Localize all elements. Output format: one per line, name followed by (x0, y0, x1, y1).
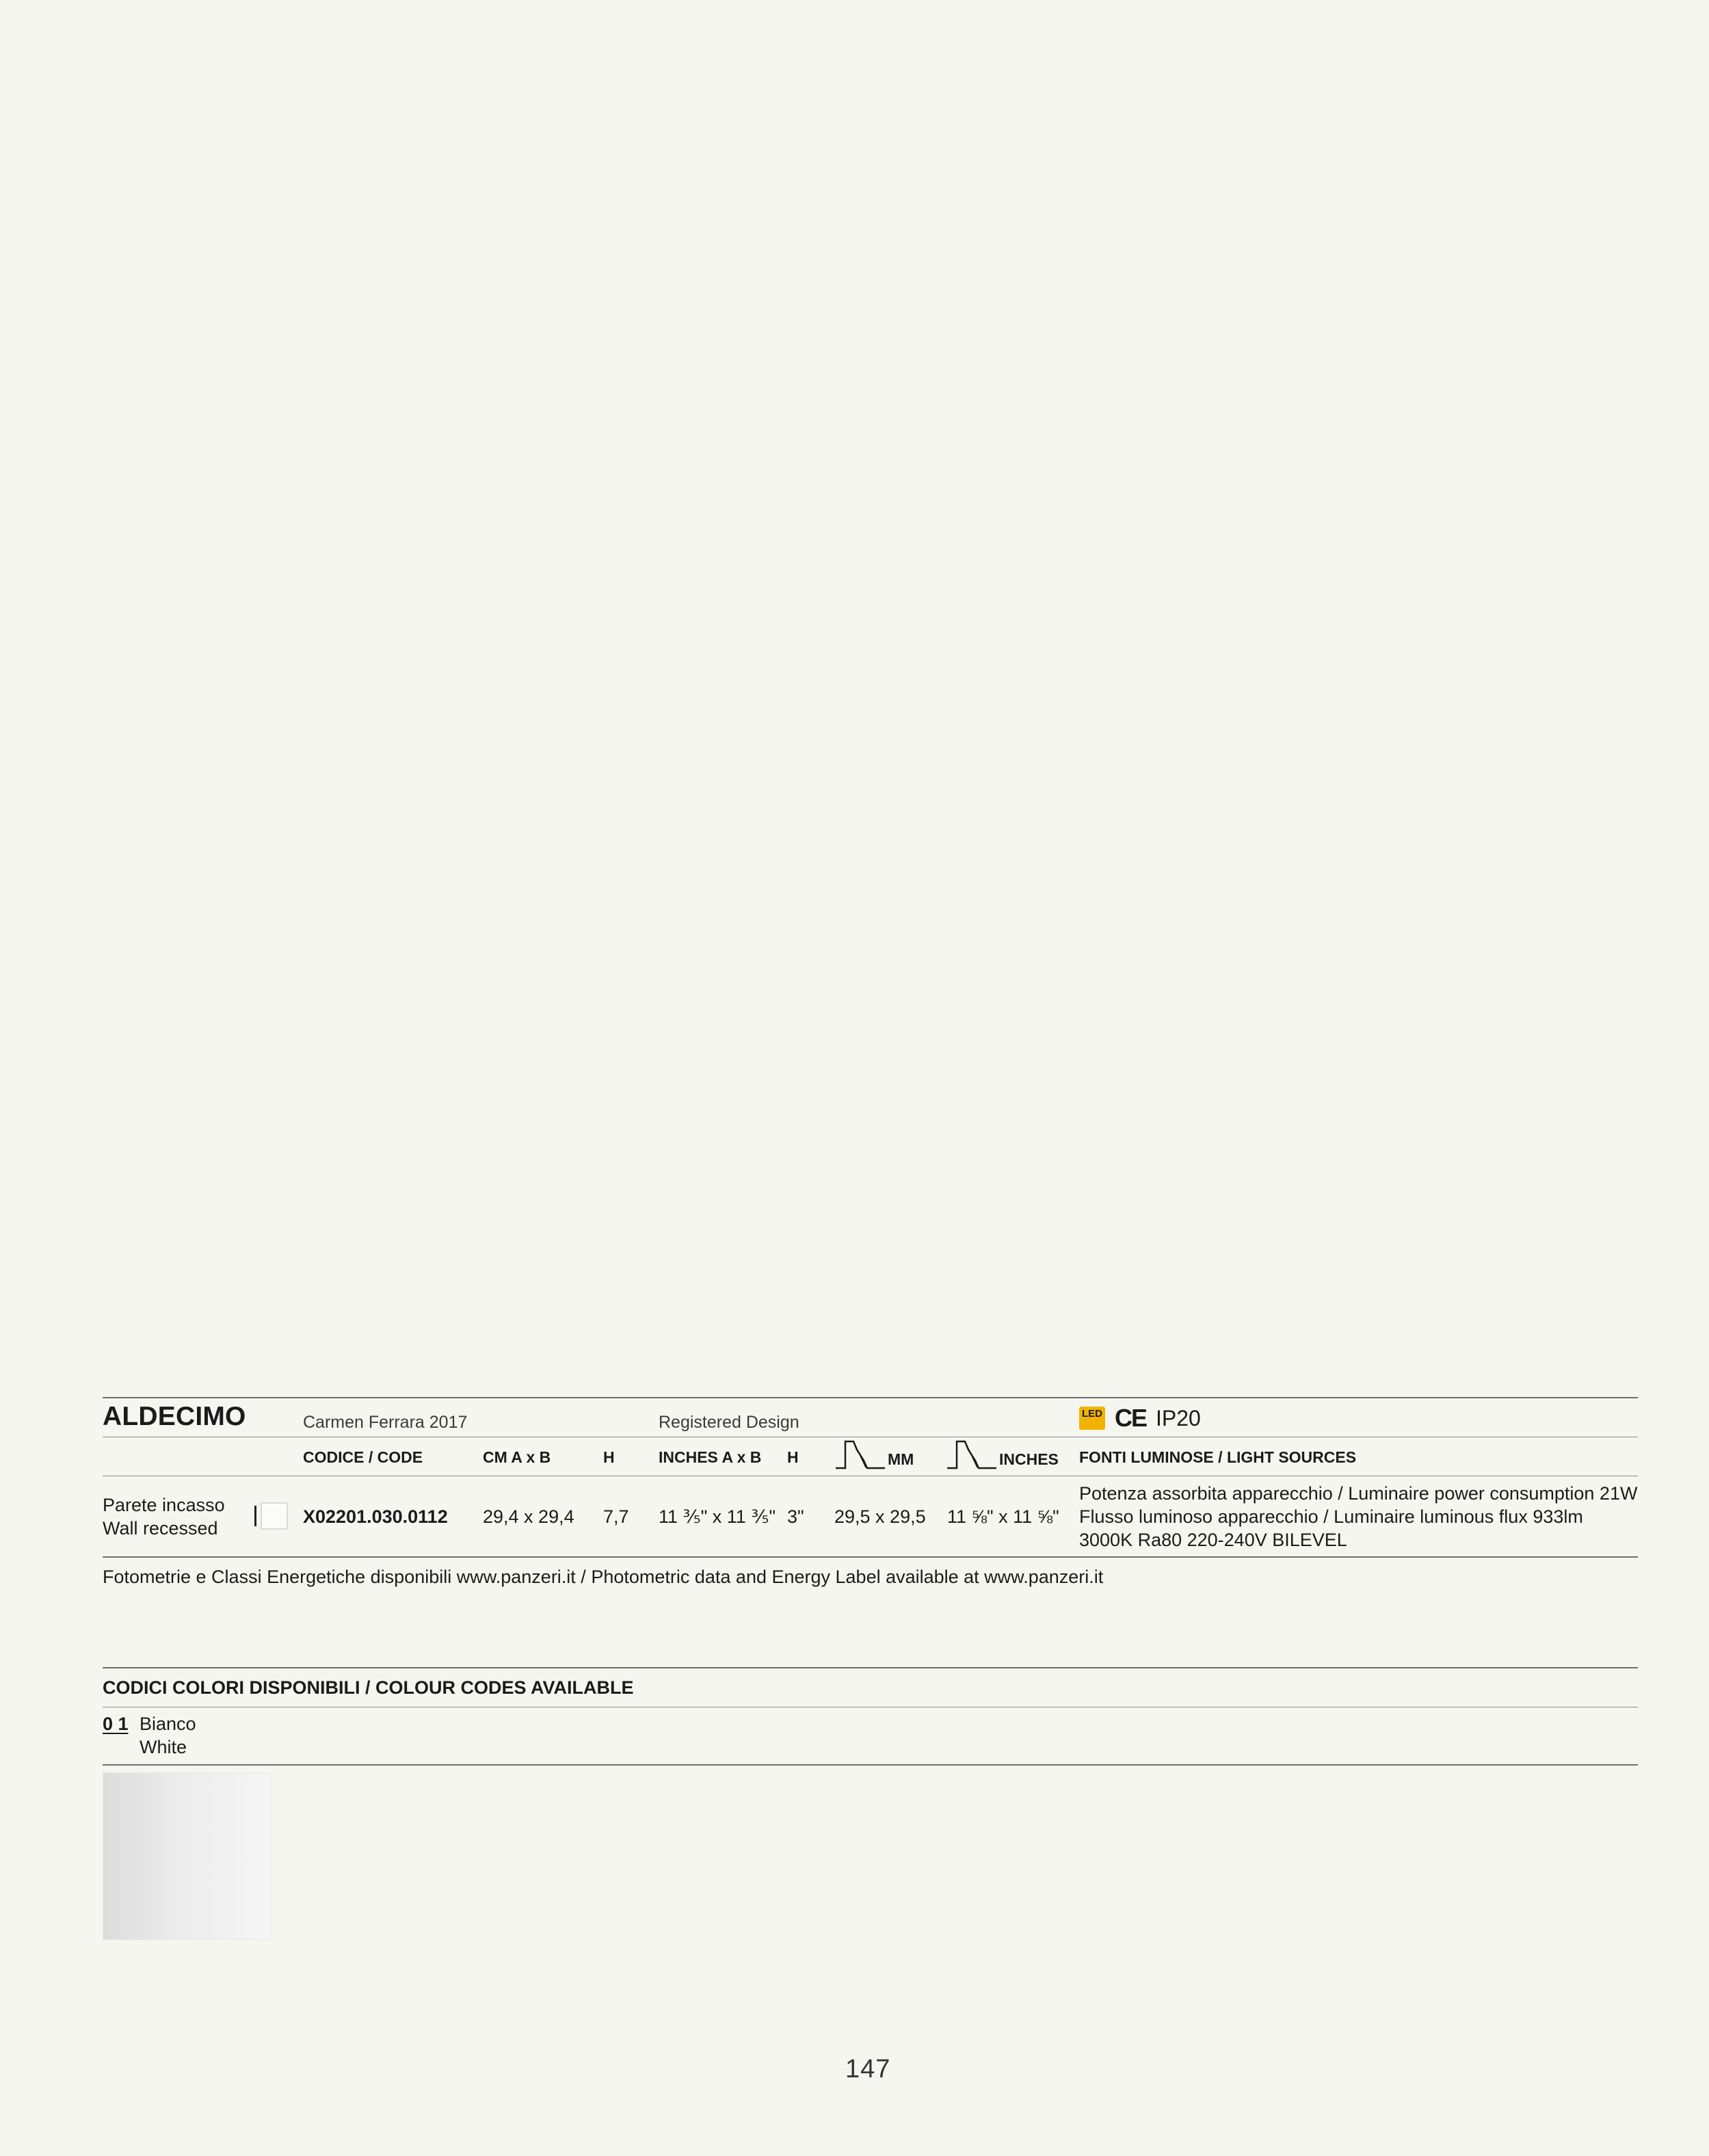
col-header-inches: INCHES A x B (659, 1448, 762, 1466)
cutout-icon (834, 1437, 886, 1470)
colours-bottom-rule (103, 1764, 1638, 1766)
light-source-power: Potenza assorbita apparecchio / Luminaire power consumption 21W (1079, 1483, 1638, 1504)
colour-name-it: Bianco (140, 1714, 196, 1734)
cutout-mm: 29,5 x 29,5 (834, 1506, 926, 1527)
top-rule (103, 1397, 1638, 1398)
cutout-mm-header (834, 1437, 914, 1470)
registered-design: Registered Design (659, 1413, 799, 1432)
dimension-cm: 29,4 x 29,4 (483, 1506, 574, 1527)
light-source-flux: Flusso luminoso apparecchio / Luminaire luminous flux 933lm (1079, 1506, 1583, 1527)
colour-code: 0 1 (103, 1714, 129, 1734)
colour-swatch-white (103, 1772, 271, 1940)
col-header-h-cm: H (603, 1448, 615, 1466)
colours-top-rule (103, 1667, 1638, 1668)
height-cm: 7,7 (603, 1506, 629, 1527)
ce-icon: CE (1115, 1404, 1147, 1432)
dimension-inches: 11 ⅗" x 11 ⅗" (659, 1506, 776, 1527)
cutout-icon (946, 1437, 998, 1470)
col-header-light-sources: FONTI LUMINOSE / LIGHT SOURCES (1079, 1448, 1357, 1466)
colour-codes-heading: CODICI COLORI DISPONIBILI / COLOUR CODES AVAILABLE (103, 1677, 634, 1698)
designer-credit: Carmen Ferrara 2017 (303, 1413, 468, 1432)
mounting-type-it: Parete incasso (103, 1495, 225, 1515)
cutout-inches-header (946, 1437, 1059, 1470)
wall-recessed-icon (254, 1502, 288, 1530)
colour-name-en: White (140, 1737, 187, 1757)
page-number: 147 (845, 2055, 891, 2084)
mounting-type-en: Wall recessed (103, 1518, 218, 1539)
cutout-inches: 11 ⅝" x 11 ⅝" (947, 1506, 1059, 1527)
ip-rating: IP20 (1156, 1405, 1201, 1430)
col-header-cutout-mm: MM (888, 1450, 914, 1468)
product-code: X02201.030.0112 (303, 1506, 448, 1527)
led-icon: LED (1079, 1407, 1105, 1430)
height-inches: 3" (787, 1506, 804, 1527)
photometric-note: Fotometrie e Classi Energetiche disponibili www.panzeri.it / Photometric data and Energy Label available at www.panzeri.it (103, 1567, 1104, 1587)
fixture-square-icon (261, 1502, 288, 1530)
product-name: ALDECIMO (103, 1402, 246, 1431)
col-header-code: CODICE / CODE (303, 1448, 423, 1466)
col-header-cutout-inches: INCHES (999, 1450, 1059, 1468)
wall-bar-icon (254, 1506, 256, 1526)
col-header-h-inches: H (787, 1448, 799, 1466)
col-header-cm: CM A x B (483, 1448, 551, 1466)
table-bottom-rule (103, 1556, 1638, 1558)
certification-marks (1079, 1404, 1201, 1433)
light-source-spec: 3000K Ra80 220-240V BILEVEL (1079, 1530, 1347, 1550)
